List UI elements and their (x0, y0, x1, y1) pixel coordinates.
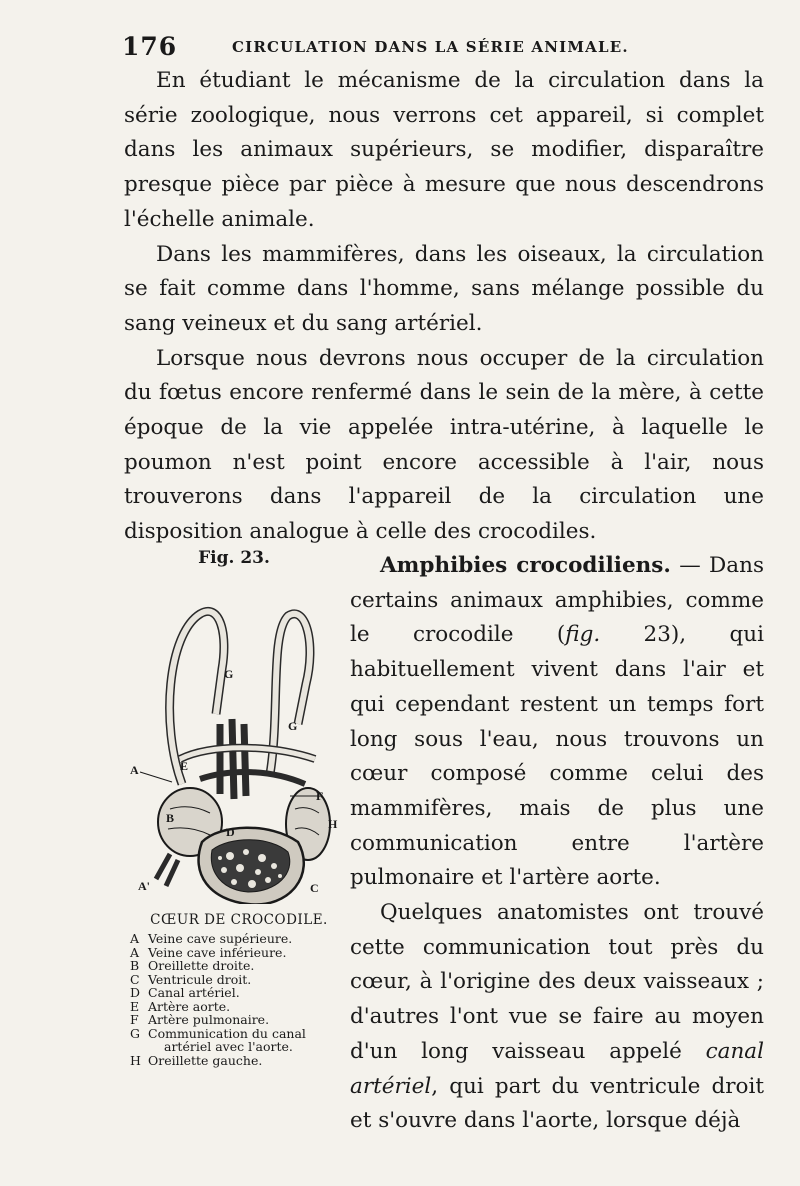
legend-row (130, 1040, 348, 1054)
legend-text: Ventricule droit. (148, 971, 252, 987)
figure-label: B (166, 811, 175, 825)
legend-text: Artère aorte. (148, 998, 231, 1014)
legend-text: Veine cave inférieure. (148, 944, 287, 960)
term-italic: canal artériel (350, 1038, 764, 1099)
figure-label: E (180, 759, 189, 773)
main-text (124, 64, 764, 550)
legend-key: E (130, 998, 140, 1014)
figure-label: F (316, 789, 324, 803)
legend-row (130, 1000, 348, 1014)
paragraph (350, 896, 764, 1139)
legend-key: A (130, 944, 140, 960)
crocodile-heart-illustration (120, 574, 348, 904)
figure-label: G (224, 667, 234, 681)
figure-number: Fig. 23. (198, 548, 270, 568)
figure-label: A (130, 763, 139, 777)
legend-key: H (130, 1052, 141, 1068)
figure-caption-title: CŒUR DE CROCODILE. (150, 912, 328, 928)
text-run: Quelques anatomistes ont trouvé cette communication tout près du cœur, à l'origine des deux vaisseaux ; d'autres l'ont vue se faire au moyen d'un long vaisseau appelé (350, 900, 764, 1064)
text-run: , qui part du ventricule droit et s'ouvre dans l'aorte, lorsque déjà (350, 1073, 764, 1134)
paragraph: Lorsque nous devrons nous occuper de la circulation du fœtus encore renfermé dans le sein de la mère, à cette époque de la vie appelée intra-utérine, à laquelle le poumon n'est point encore accessible à l'air, nous trouverons dans l'appareil de la circulation une disposition analogue à celle des crocodiles. (124, 345, 764, 545)
side-text (350, 549, 764, 1139)
figure (120, 548, 348, 1067)
figure-label: A' (138, 879, 150, 893)
figure-label: G (288, 719, 298, 733)
legend-key: A (130, 931, 140, 946)
legend-text: Oreillette droite. (148, 958, 255, 973)
legend-row (130, 1013, 348, 1027)
legend-key: C (130, 971, 140, 987)
legend-text: artériel avec l'aorte. (164, 1039, 293, 1054)
legend-text: Canal artériel. (148, 985, 240, 1000)
legend-row (130, 1027, 348, 1041)
fig-reference: fig. (565, 622, 601, 648)
legend-row (130, 946, 348, 960)
running-head: CIRCULATION DANS LA SÉRIE ANIMALE. (232, 38, 629, 56)
figure-label: H (328, 817, 338, 831)
legend-row (130, 1054, 348, 1068)
figure-label: D (226, 825, 235, 839)
legend-row (130, 973, 348, 987)
legend-row (130, 959, 348, 973)
legend-text: Veine cave supérieure. (148, 931, 293, 946)
text-run: 23), qui habituellement vivent dans l'air et qui cependant restent un temps fort long sous l'eau, nous trouvons un cœur composé comme celui des mammifères, mais de plus une communication entre l'artère pulmonaire et l'artère aorte. (350, 622, 764, 891)
legend-text: Communication du canal (148, 1025, 306, 1041)
legend-key: B (130, 958, 140, 973)
legend-key: G (130, 1025, 140, 1041)
paragraph: En étudiant le mécanisme de la circulation dans la série zoologique, nous verrons cet appareil, si complet dans les animaux supérieurs, se modifier, disparaître presque pièce par pièce à mesure que nous descendrons l'échelle animale. (124, 68, 764, 232)
paragraph (350, 549, 764, 896)
legend-text: Artère pulmonaire. (148, 1012, 270, 1027)
section-title: Amphibies crocodiliens. (380, 553, 671, 578)
paragraph: Dans les mammifères, dans les oiseaux, la circulation se fait comme dans l'homme, sans mélange possible du sang veineux et du sang artériel. (124, 241, 764, 336)
legend-row (130, 986, 348, 1000)
text-run: — Dans certains animaux amphibies, comme le crocodile ( (350, 553, 764, 648)
figure-legend (130, 932, 348, 1067)
legend-text: Oreillette gauche. (148, 1052, 263, 1068)
legend-row (130, 932, 348, 946)
figure-label: C (310, 881, 319, 895)
legend-key: D (130, 985, 141, 1000)
legend-key: F (130, 1012, 139, 1027)
page-header (122, 30, 762, 60)
page-number: 176 (122, 32, 178, 61)
